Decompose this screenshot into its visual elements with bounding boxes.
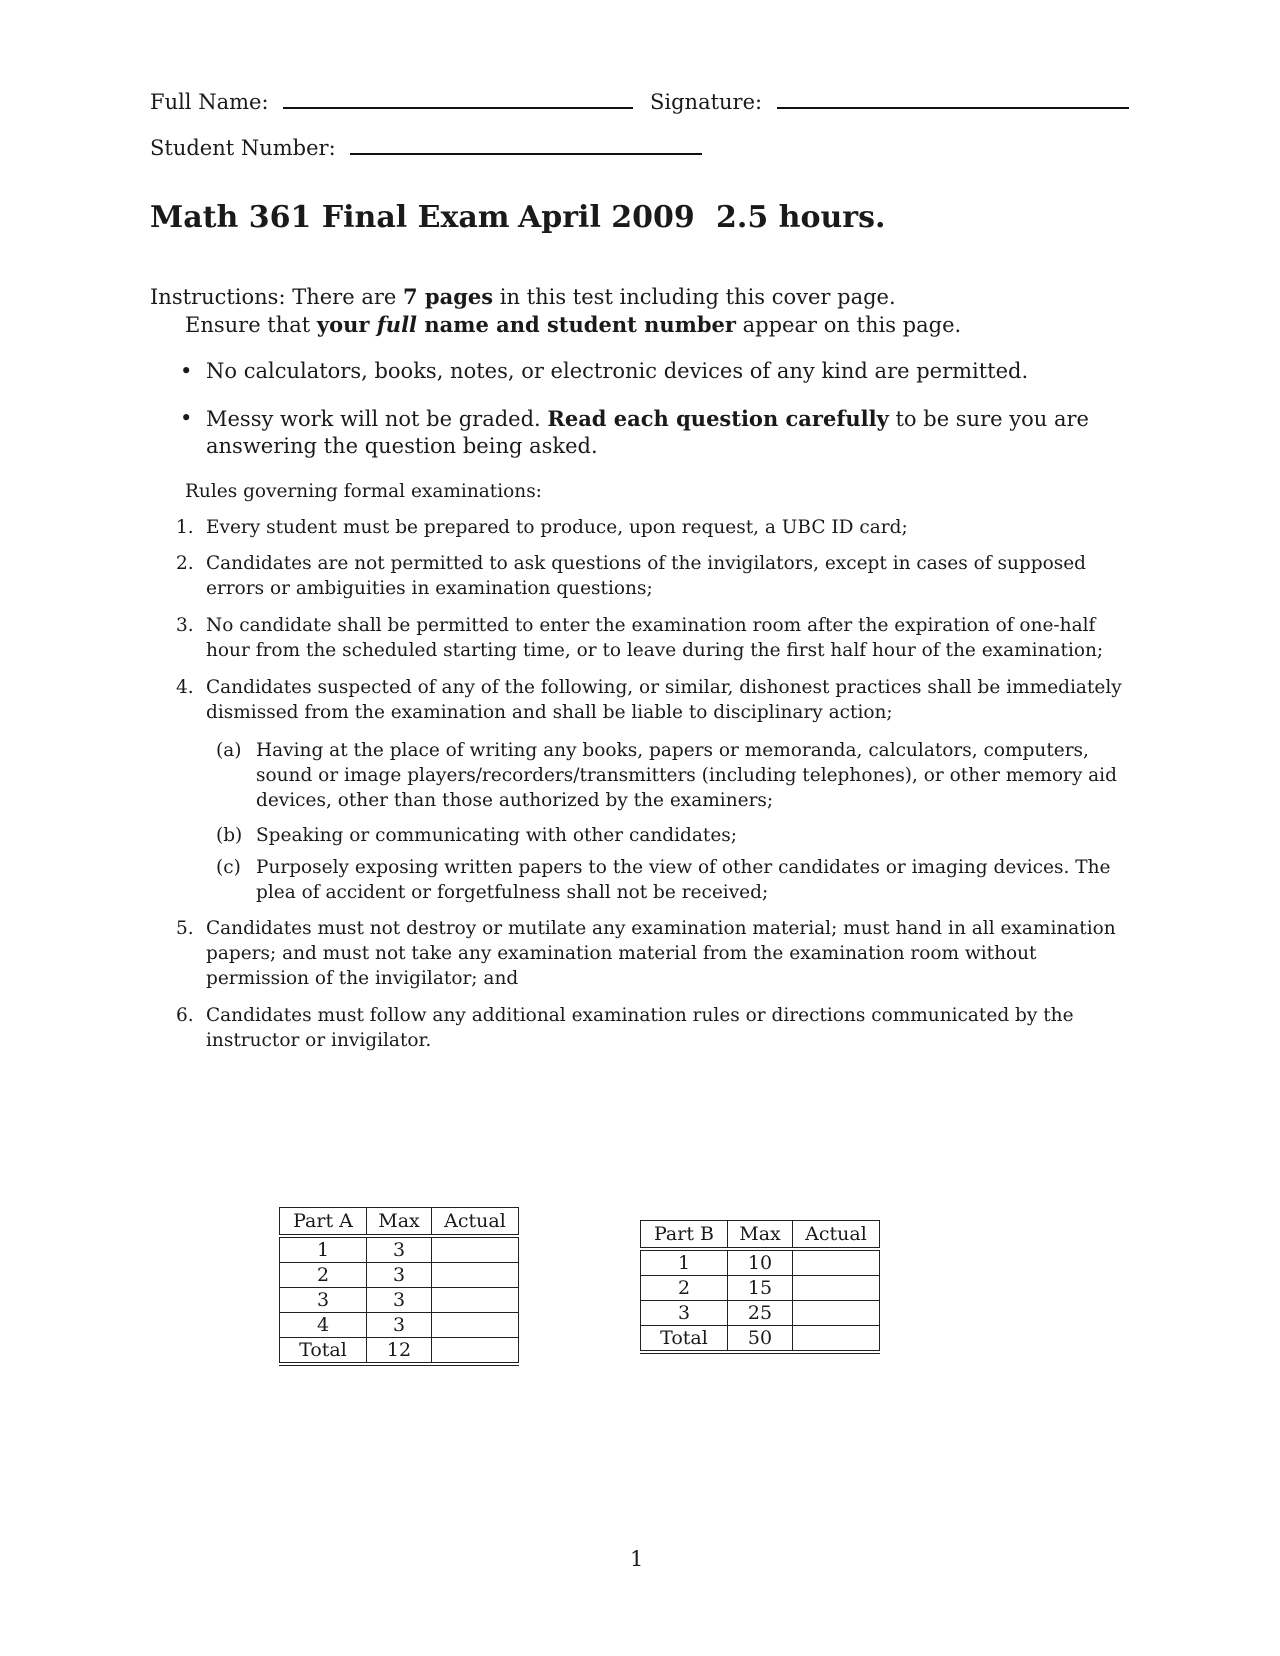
rule-number: 4. xyxy=(176,677,194,698)
table-cell: 2 xyxy=(280,1263,367,1288)
subitem-label: (a) xyxy=(216,740,242,761)
instructions-text: in this test including this cover page. xyxy=(493,285,896,309)
table-cell: 50 xyxy=(728,1326,793,1353)
rule-number: 6. xyxy=(176,1005,194,1026)
subitem-label: (c) xyxy=(216,857,241,878)
table-cell: 25 xyxy=(728,1301,793,1326)
table-header-cell: Actual xyxy=(432,1208,519,1237)
rule-item xyxy=(176,675,1126,725)
subitem-label: (b) xyxy=(216,825,243,846)
instructions-text: appear on this page. xyxy=(735,313,962,337)
rule-text: No candidate shall be permitted to enter the examination room after the expiration of one-half hour from the scheduled starting time, or to leave during the first half hour of the examination; xyxy=(206,615,1104,661)
rule-item xyxy=(176,551,1126,601)
instructions-emphasis: name and student number xyxy=(417,312,736,337)
table-cell: 1 xyxy=(280,1236,367,1263)
instructions-pages: 7 pages xyxy=(402,284,494,309)
student-number-label: Student Number: xyxy=(150,136,336,160)
table-header-cell: Part B xyxy=(641,1221,728,1250)
table-total-row xyxy=(641,1326,880,1353)
bullet-2-emphasis: Read each question carefully xyxy=(547,406,889,431)
table-cell: 15 xyxy=(728,1276,793,1301)
instructions-text: Ensure that xyxy=(185,313,317,337)
table-header-cell: Max xyxy=(728,1221,793,1250)
rule-number: 5. xyxy=(176,918,194,939)
rule-text: Candidates must follow any additional examination rules or directions communicated by the instructor or invigilator. xyxy=(206,1005,1074,1051)
actual-score-cell xyxy=(432,1288,519,1313)
actual-score-cell xyxy=(432,1236,519,1263)
actual-score-cell xyxy=(793,1301,880,1326)
rule-number: 3. xyxy=(176,615,194,636)
full-name-field xyxy=(150,90,633,114)
table-cell: 12 xyxy=(367,1338,432,1365)
table-cell: 2 xyxy=(641,1276,728,1301)
table-header-row xyxy=(641,1221,880,1250)
actual-score-cell xyxy=(432,1263,519,1288)
subitem-text: Having at the place of writing any books, papers or memoranda, calculators, computers, sound or image players/recorders/transmitters (including telephones), or other memory aid devices, other than those authorized by the examiners; xyxy=(256,740,1117,811)
rule-text: Candidates are not permitted to ask questions of the invigilators, except in cases of supposed errors or ambiguities in examination questions; xyxy=(206,553,1087,599)
signature-field xyxy=(650,90,1129,114)
score-table-part-b xyxy=(640,1220,880,1354)
table-row xyxy=(641,1276,880,1301)
rule-item xyxy=(176,613,1126,663)
table-cell: 3 xyxy=(367,1313,432,1338)
table-row xyxy=(280,1313,519,1338)
rule-number: 1. xyxy=(176,517,194,538)
table-cell: 3 xyxy=(367,1236,432,1263)
table-cell: 10 xyxy=(728,1249,793,1276)
actual-score-cell xyxy=(432,1313,519,1338)
actual-score-cell xyxy=(432,1338,519,1365)
table-header-row xyxy=(280,1208,519,1237)
rule-text: Candidates must not destroy or mutilate any examination material; must hand in all examination papers; and must not take any examination material from the examination room without permission of the invigilator; and xyxy=(206,918,1116,989)
rule-item xyxy=(176,1003,1126,1053)
student-number-field xyxy=(150,136,702,160)
actual-score-cell xyxy=(793,1249,880,1276)
table-header-cell: Max xyxy=(367,1208,432,1237)
exam-duration: 2.5 hours. xyxy=(716,200,886,235)
table-row xyxy=(280,1288,519,1313)
exam-title xyxy=(150,200,510,235)
bullet-2-text: to be sure you are answering the question being asked. xyxy=(206,407,1089,458)
rule-item xyxy=(176,916,1126,991)
table-row xyxy=(280,1236,519,1263)
page-number: 1 xyxy=(630,1547,644,1571)
table-row xyxy=(280,1263,519,1288)
table-cell: 3 xyxy=(367,1263,432,1288)
table-cell: Total xyxy=(280,1338,367,1365)
rule-subitem xyxy=(216,823,1126,848)
instructions-emphasis: your xyxy=(316,312,377,337)
instructions-emphasis-italic: full xyxy=(376,312,418,337)
bullet-2-text: Messy work will not be graded. xyxy=(206,407,548,431)
signature-line xyxy=(777,106,1129,109)
exam-date: April 2009 xyxy=(518,200,695,235)
exam-course: Math 361 Final Exam xyxy=(150,200,510,235)
instructions-line-2 xyxy=(185,311,1185,339)
subitem-text: Purposely exposing written papers to the view of other candidates or imaging devices. The plea of accident or forgetfulness shall not be received; xyxy=(256,857,1111,903)
student-number-line xyxy=(350,152,702,155)
instructions-line-1 xyxy=(150,283,1150,311)
table-cell: 4 xyxy=(280,1313,367,1338)
table-cell: 1 xyxy=(641,1249,728,1276)
score-table-part-a xyxy=(279,1207,519,1366)
rule-text: Every student must be prepared to produce, upon request, a UBC ID card; xyxy=(206,517,908,538)
actual-score-cell xyxy=(793,1326,880,1353)
rule-text: Candidates suspected of any of the following, or similar, dishonest practices shall be immediately dismissed from the examination and shall be liable to disciplinary action; xyxy=(206,677,1122,723)
bullet-1: No calculators, books, notes, or electronic devices of any kind are permitted. xyxy=(206,359,1029,383)
rule-subitem xyxy=(216,738,1126,813)
table-row xyxy=(641,1249,880,1276)
full-name-label: Full Name: xyxy=(150,90,269,114)
table-cell: 3 xyxy=(280,1288,367,1313)
table-row xyxy=(641,1301,880,1326)
table-header-cell: Actual xyxy=(793,1221,880,1250)
rules-heading: Rules governing formal examinations: xyxy=(185,481,542,502)
table-cell: 3 xyxy=(367,1288,432,1313)
signature-label: Signature: xyxy=(650,90,763,114)
actual-score-cell xyxy=(793,1276,880,1301)
table-total-row xyxy=(280,1338,519,1365)
instructions-text: Instructions: There are xyxy=(150,285,403,309)
bullet-dot: • xyxy=(180,406,193,430)
subitem-text: Speaking or communicating with other candidates; xyxy=(256,825,738,846)
table-header-cell: Part A xyxy=(280,1208,367,1237)
rule-subitem xyxy=(216,855,1126,905)
bullet-dot: • xyxy=(180,359,193,383)
table-cell: 3 xyxy=(641,1301,728,1326)
rule-number: 2. xyxy=(176,553,194,574)
bullet-2 xyxy=(206,405,1126,460)
table-cell: Total xyxy=(641,1326,728,1353)
rule-item xyxy=(176,515,1126,540)
full-name-line xyxy=(283,106,633,109)
